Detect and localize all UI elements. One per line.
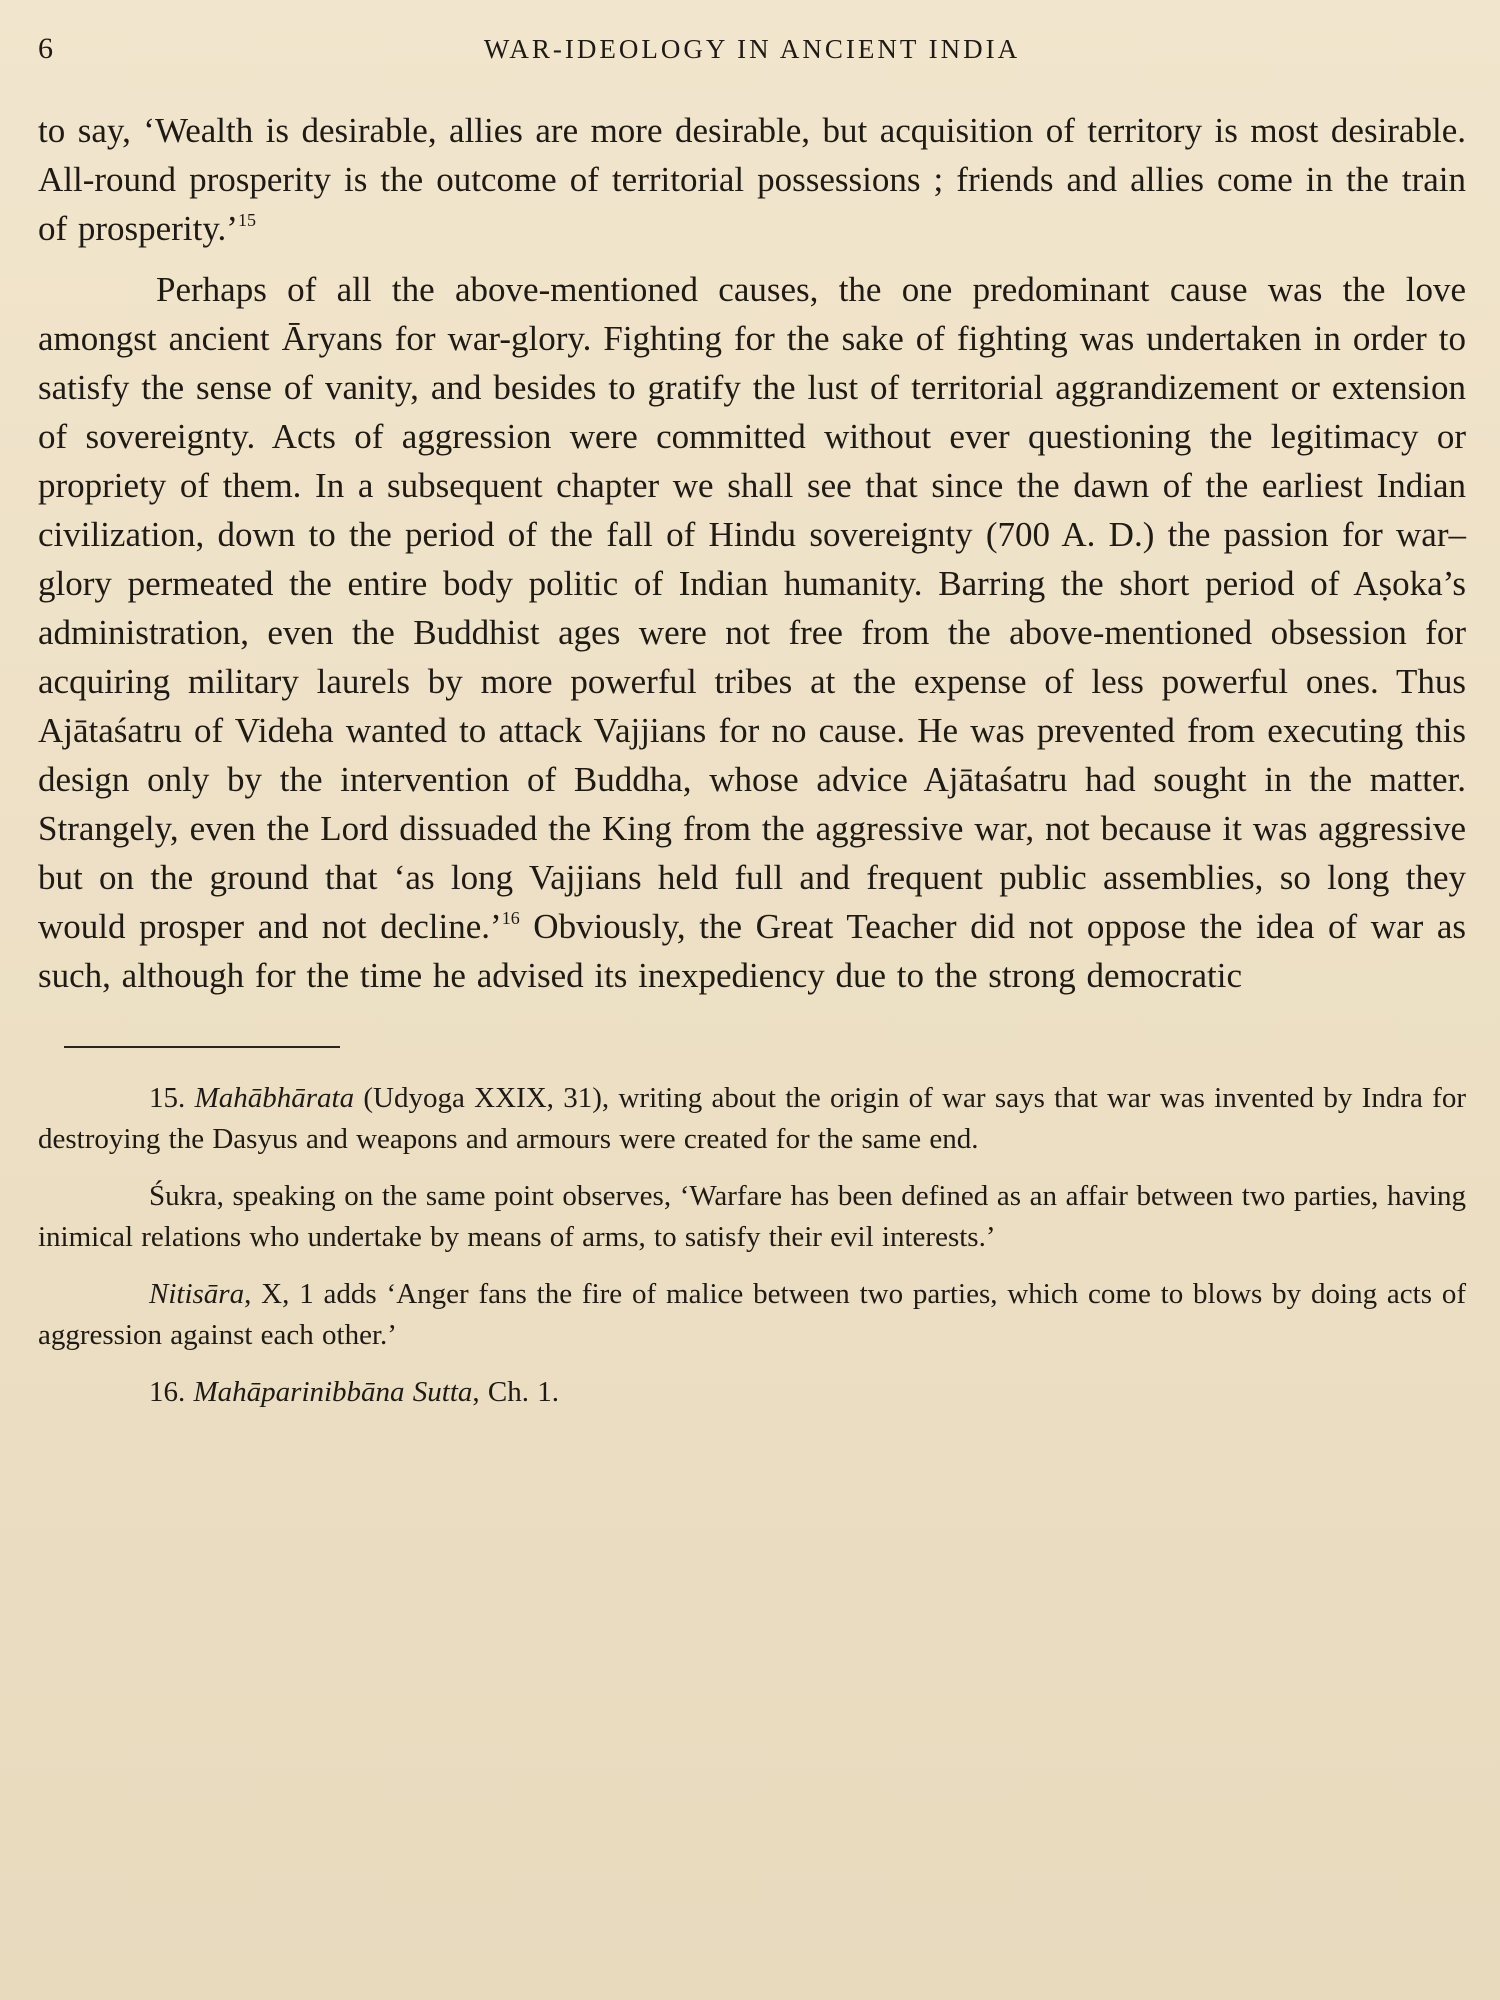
- page-header: [38, 28, 1466, 76]
- footnote-16-text: , Ch. 1.: [472, 1376, 560, 1408]
- footnote-15-sukra: [38, 1176, 1466, 1258]
- footnote-15: [38, 1078, 1466, 1160]
- footnote-divider: [64, 1046, 340, 1048]
- running-head: WAR-IDEOLOGY IN ANCIENT INDIA: [483, 34, 1021, 64]
- footnote-15-nitisara-title: Nitisāra: [149, 1278, 245, 1310]
- footnote-15-title: Mahābhārata: [194, 1082, 355, 1114]
- paragraph-2-text-b: Obviously, the Great Teacher did not oppose the idea of war as such, although for the time he advised its inexpediency due to the strong democratic: [38, 907, 1466, 995]
- footnote-15-text: (Udyoga XXIX, 31), writing about the origin of war says that war was invented by Indra for destroying the Dasyus and weapons and armours were created for the same end.: [38, 1082, 1466, 1155]
- footnotes: [38, 1078, 1466, 1413]
- footnote-15-nitisara-text: , X, 1 adds ‘Anger fans the fire of malice between two parties, which come to blows by doing acts of aggression against each other.’: [38, 1278, 1466, 1351]
- footnote-15-sukra-text: Śukra, speaking on the same point observes, ‘Warfare has been defined as an affair between two parties, having inimical relations who undertake by means of arms, to satisfy their evil interests.’: [38, 1180, 1466, 1253]
- page-number: 6: [38, 32, 54, 65]
- footnote-15-number: 15.: [149, 1082, 186, 1114]
- paragraph-1: [38, 106, 1466, 253]
- paragraph-1-text: to say, ‘Wealth is desirable, allies are more desirable, but acquisition of territory is most desirable. All-round prosperity is the outcome of territorial possessions ; friends and allies come in the train of prosperity.’: [38, 111, 1466, 248]
- paragraph-2-text-a: Perhaps of all the above-mentioned causes, the one predominant cause was the love amongst ancient Āryans for war-glory. Fighting for the sake of fighting was undertaken in order to satisfy the sense of vanity, and besides to gratify the lust of territorial aggrandizement or extension of sovereignty. Acts of aggression were committed without ever questioning the legitimacy or propriety of them. In a subsequent chapter we shall see that since the dawn of the earliest Indian civilization, down to the period of the fall of Hindu sovereignty (700 A. D.) the passion for war–glory permeated the entire body politic of Indian humanity. Barring the short period of Aṣoka’s administration, even the Buddhist ages were not free from the above-mentioned obsession for acquiring military laurels by more powerful tribes at the expense of less powerful ones. Thus Ajātaśatru of Videha wanted to attack Vajjians for no cause. He was prevented from executing this design only by the intervention of Buddha, whose advice Ajātaśatru had sought in the matter. Strangely, even the Lord dissuaded the King from the aggressive war, not because it was aggressive but on the ground that ‘as long Vajjians held full and frequent public assemblies, so long they would prosper and not decline.’: [38, 270, 1466, 946]
- footnote-16-title: Mahāparinibbāna Sutta: [193, 1376, 473, 1408]
- footnote-15-nitisara: [38, 1274, 1466, 1356]
- footnote-16-number: 16.: [149, 1376, 186, 1408]
- footnote-16: [38, 1372, 1466, 1413]
- paragraph-2: [38, 265, 1466, 1000]
- note-ref-15[interactable]: 15: [237, 210, 256, 230]
- note-ref-16[interactable]: 16: [501, 908, 520, 928]
- main-text: [38, 106, 1466, 1000]
